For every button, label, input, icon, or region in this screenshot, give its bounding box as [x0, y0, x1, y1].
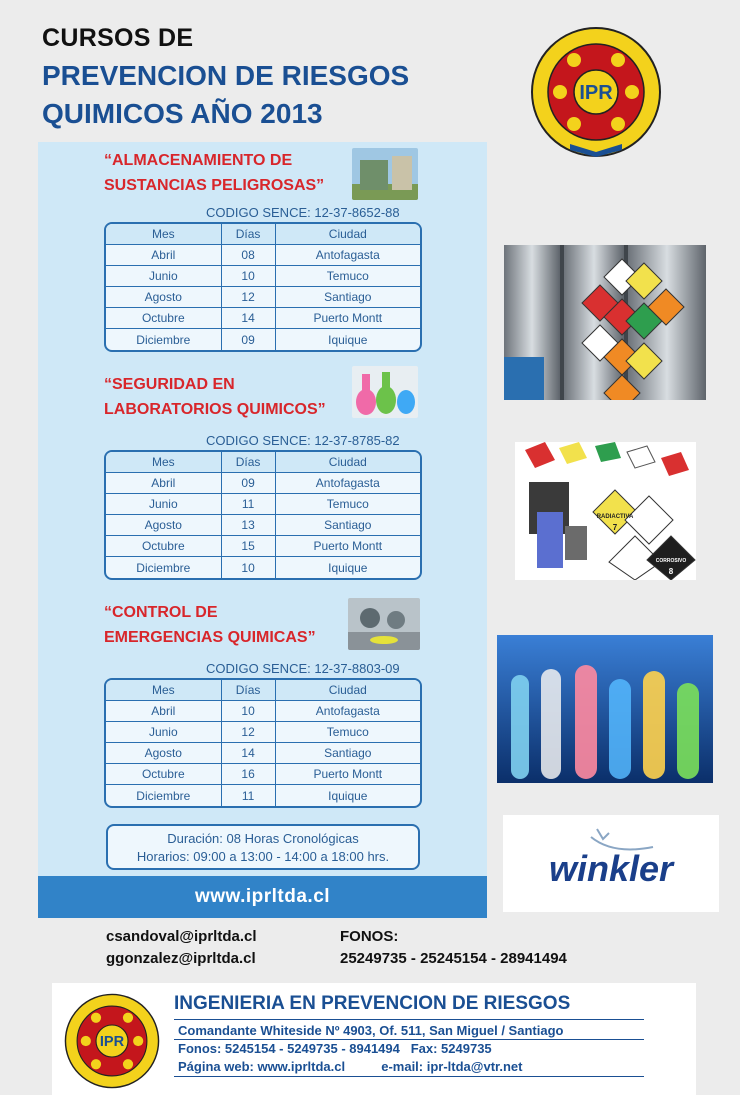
cell-city: Temuco	[276, 494, 420, 515]
cell-days: 10	[222, 701, 276, 722]
cell-month: Junio	[106, 494, 222, 515]
cell-days: 12	[222, 287, 276, 308]
ipr-logo-icon	[530, 26, 662, 158]
table-row	[106, 329, 420, 350]
table-header-row	[106, 680, 420, 701]
course-2-title-line1: “SEGURIDAD EN	[104, 376, 235, 393]
table-row	[106, 494, 420, 515]
cell-days: 14	[222, 743, 276, 764]
col-header-month: Mes	[106, 224, 222, 245]
course-2-title-line2: LABORATORIOS QUIMICOS”	[104, 401, 326, 418]
cell-month: Diciembre	[106, 785, 222, 806]
footer-ipr-logo-icon	[64, 993, 160, 1089]
course-2-title	[104, 372, 326, 422]
cell-days: 11	[222, 785, 276, 806]
footer-divider-bottom	[174, 1076, 644, 1077]
table-row	[106, 287, 420, 308]
table-row	[106, 785, 420, 806]
col-header-month: Mes	[106, 680, 222, 701]
course-3-title	[104, 600, 316, 650]
footer-address: Comandante Whiteside Nº 4903, Of. 511, San Miguel / Santiago	[178, 1023, 564, 1038]
col-header-days: Días	[222, 224, 276, 245]
cell-city: Antofagasta	[276, 473, 420, 494]
cell-city: Temuco	[276, 722, 420, 743]
winkler-logo	[503, 815, 719, 912]
course-info-box	[106, 824, 420, 870]
table-row	[106, 473, 420, 494]
course-1-title-line1: “ALMACENAMIENTO DE	[104, 152, 293, 169]
winkler-text: winkler	[548, 848, 674, 889]
cell-city: Temuco	[276, 266, 420, 287]
cell-month: Junio	[106, 266, 222, 287]
cell-days: 11	[222, 494, 276, 515]
cell-city: Santiago	[276, 287, 420, 308]
course-1-title	[104, 148, 324, 198]
course-1-title-line2: SUSTANCIAS PELIGROSAS”	[104, 177, 325, 194]
table-header-row	[106, 452, 420, 473]
courses-panel	[38, 142, 487, 918]
footer-divider-mid	[174, 1039, 644, 1040]
cell-month: Junio	[106, 722, 222, 743]
table-row	[106, 764, 420, 785]
cell-city: Puerto Montt	[276, 764, 420, 785]
sign-number-8: 8	[668, 567, 674, 576]
table-row	[106, 701, 420, 722]
cell-city: Santiago	[276, 743, 420, 764]
cell-days: 15	[222, 536, 276, 557]
email-csandoval[interactable]: csandoval@iprltda.cl	[106, 928, 257, 945]
header-title-line3: QUIMICOS AÑO 2013	[42, 98, 323, 129]
course-3-sence-code: CODIGO SENCE: 12-37-8803-09	[206, 661, 400, 676]
course-3-title-line2: EMERGENCIAS QUIMICAS”	[104, 629, 316, 646]
table-row	[106, 557, 420, 578]
cell-city: Iquique	[328, 560, 368, 575]
sign-corrosivo: CORROSIVO	[655, 558, 687, 564]
cell-month: Abril	[106, 245, 222, 266]
cell-city: Antofagasta	[276, 701, 420, 722]
table-row	[106, 308, 420, 329]
footer-org-name: INGENIERIA EN PREVENCION DE RIESGOS	[174, 993, 571, 1014]
course-2-schedule-table	[104, 450, 422, 580]
course-2-thumbnail	[352, 366, 418, 418]
cell-city: Puerto Montt	[276, 308, 420, 329]
table-row	[106, 266, 420, 287]
footer-web-email[interactable]: Página web: www.iprltda.cl e-mail: ipr-ltda@vtr.net	[178, 1059, 523, 1074]
website-link[interactable]: www.iprltda.cl	[38, 876, 487, 918]
table-row	[106, 743, 420, 764]
contact-emails	[106, 926, 257, 970]
phones-list: 25249735 - 25245154 - 28941494	[340, 950, 567, 967]
hazmat-drums-photo	[504, 245, 706, 400]
course-3-title-line1: “CONTROL DE	[104, 604, 218, 621]
cell-days: 12	[222, 722, 276, 743]
cell-city: Iquique	[328, 332, 368, 347]
cell-days: 08	[222, 245, 276, 266]
header-title-line1: CURSOS DE	[42, 24, 194, 52]
winkler-logo-icon	[503, 815, 719, 912]
col-header-city: Ciudad	[276, 680, 420, 701]
cell-month: Octubre	[106, 536, 222, 557]
course-1-sence-code: CODIGO SENCE: 12-37-8652-88	[206, 205, 400, 220]
hazard-signs-photo	[515, 442, 696, 580]
cell-month: Diciembre	[106, 557, 222, 578]
phones-label: FONOS:	[340, 928, 399, 945]
footer-divider-top	[174, 1019, 644, 1020]
cell-days: 10	[222, 557, 276, 578]
course-2-sence-code: CODIGO SENCE: 12-37-8785-82	[206, 433, 400, 448]
footer-card	[52, 983, 696, 1095]
table-header-row	[106, 224, 420, 245]
sign-number-7: 7	[612, 523, 618, 532]
cell-month: Octubre	[106, 764, 222, 785]
cell-city: Puerto Montt	[276, 536, 420, 557]
sign-radiactiva: RADIACTIVA	[596, 514, 634, 520]
cell-month: Agosto	[106, 743, 222, 764]
test-tubes-photo	[497, 635, 713, 783]
col-header-days: Días	[222, 680, 276, 701]
table-row	[106, 515, 420, 536]
footer-phones: Fonos: 5245154 - 5249735 - 8941494 Fax: 5249735	[178, 1041, 492, 1056]
cell-month: Octubre	[106, 308, 222, 329]
contact-phones	[340, 926, 567, 970]
cell-city: Antofagasta	[276, 245, 420, 266]
cell-days: 16	[222, 764, 276, 785]
cell-month: Abril	[106, 473, 222, 494]
course-3-schedule-table	[104, 678, 422, 808]
course-schedule-hours: Horarios: 09:00 a 13:00 - 14:00 a 18:00 hrs.	[136, 849, 390, 864]
cell-days: 14	[222, 308, 276, 329]
footer-logo-text: IPR	[99, 1034, 125, 1051]
table-row	[106, 536, 420, 557]
course-3-thumbnail	[348, 598, 420, 650]
col-header-city: Ciudad	[276, 224, 420, 245]
cell-month: Abril	[106, 701, 222, 722]
logo-text: IPR	[579, 82, 613, 104]
header-title-line2: PREVENCION DE RIESGOS	[42, 60, 410, 91]
ipr-logo	[530, 26, 662, 158]
cell-month: Diciembre	[106, 329, 222, 350]
table-row	[106, 722, 420, 743]
table-row	[106, 245, 420, 266]
cell-days: 10	[222, 266, 276, 287]
col-header-days: Días	[222, 452, 276, 473]
col-header-city: Ciudad	[276, 452, 420, 473]
cell-month: Agosto	[106, 287, 222, 308]
course-duration: Duración: 08 Horas Cronológicas	[167, 831, 359, 846]
cell-days: 13	[222, 515, 276, 536]
footer-ipr-logo	[64, 993, 160, 1089]
cell-days: 09	[222, 473, 276, 494]
cell-city: Santiago	[276, 515, 420, 536]
course-1-thumbnail	[352, 148, 418, 200]
col-header-month: Mes	[106, 452, 222, 473]
cell-days: 09	[222, 329, 276, 350]
cell-city: Iquique	[328, 788, 368, 803]
email-ggonzalez[interactable]: ggonzalez@iprltda.cl	[106, 950, 256, 967]
cell-month: Agosto	[106, 515, 222, 536]
course-1-schedule-table	[104, 222, 422, 352]
